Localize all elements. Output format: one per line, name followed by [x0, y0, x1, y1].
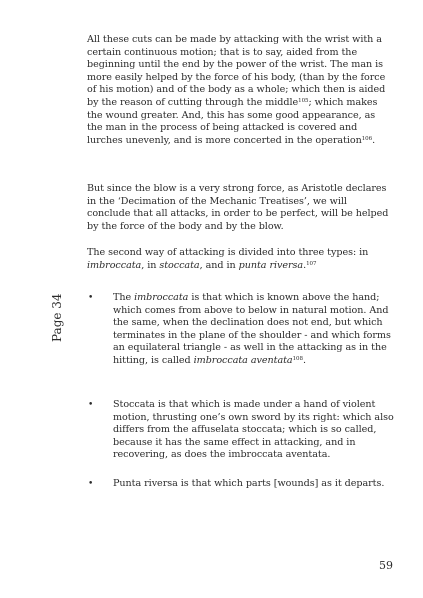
paragraph-cuts [87, 34, 391, 147]
term-stoccata: stoccata [159, 259, 200, 271]
para3-text-c: , and in [199, 259, 239, 271]
bullet-stoccata: Stoccata is that which is made under a hand of violent motion, thrusting one’s own sword by its right: which also differs from the affuselata stoccata; which is so called, because it has the same effect in attacking, and in recovering, as does the imbroccata aventata. [113, 399, 394, 461]
footnote-ref-105: 105 [298, 97, 309, 104]
bullet-punta-riversa: Punta riversa is that which parts [wounds] as it departs. [113, 478, 385, 489]
paragraph-aristotle: But since the blow is a very strong force, as Aristotle declares in the ‘Decimation of the Mechanic Treatises’, we will conclude that all attacks, in order to be perfect, will be helped by the force of the body and by the blow. [87, 183, 389, 232]
paragraph-second-way [87, 247, 391, 272]
para1-text-b: ; which makes the wound greater. And, this has some good appearance, as the man in the process of being attacked is covered and lurches unevenly, and is more concerted in the operation [87, 96, 378, 146]
bullet-marker: • [88, 400, 94, 410]
term-punta-riversa: punta riversa [238, 259, 304, 271]
side-page-label: Page 34 [50, 293, 64, 342]
term-imbroccata: imbroccata [134, 292, 189, 303]
term-imbroccata-aventata: imbroccata aventata [193, 354, 293, 366]
footnote-ref-107: 107 [306, 260, 317, 267]
term-imbroccata: imbroccata [87, 259, 142, 271]
footnote-ref-108: 108 [292, 355, 303, 362]
para3-text-a: The second way of attacking is divided into three types: in [87, 247, 369, 258]
para1-text-c: . [372, 134, 376, 146]
footnote-ref-106: 106 [361, 135, 373, 142]
bullet1-text-a: The [113, 292, 135, 303]
bullet-imbroccata [113, 292, 399, 368]
page-number: 59 [379, 559, 393, 572]
para1-text-a: All these cuts can be made by attacking with the wrist with a certain continuous motion; that is to say, aided from the beginning until the end by the power of the wrist. The man is more easily helped by the force of his body, (than by the force of his motion) and of the body as a whole; which then is aided by the reason of cutting through the middle [87, 34, 386, 108]
para3-text-d: . [303, 259, 307, 271]
para3-text-b: , in [141, 259, 160, 271]
bullet1-text-c: . [302, 354, 306, 366]
bullet-marker: • [88, 479, 94, 489]
bullet-marker: • [88, 293, 94, 303]
bullet1-text-b: is that which is known above the hand; which comes from above to below in natural motion. And the same, when the declination does not end, but which terminates in the plane of the shoulder - and which forms an equilateral triangle - as well in the attacking as in the hitting, is called [113, 292, 391, 366]
